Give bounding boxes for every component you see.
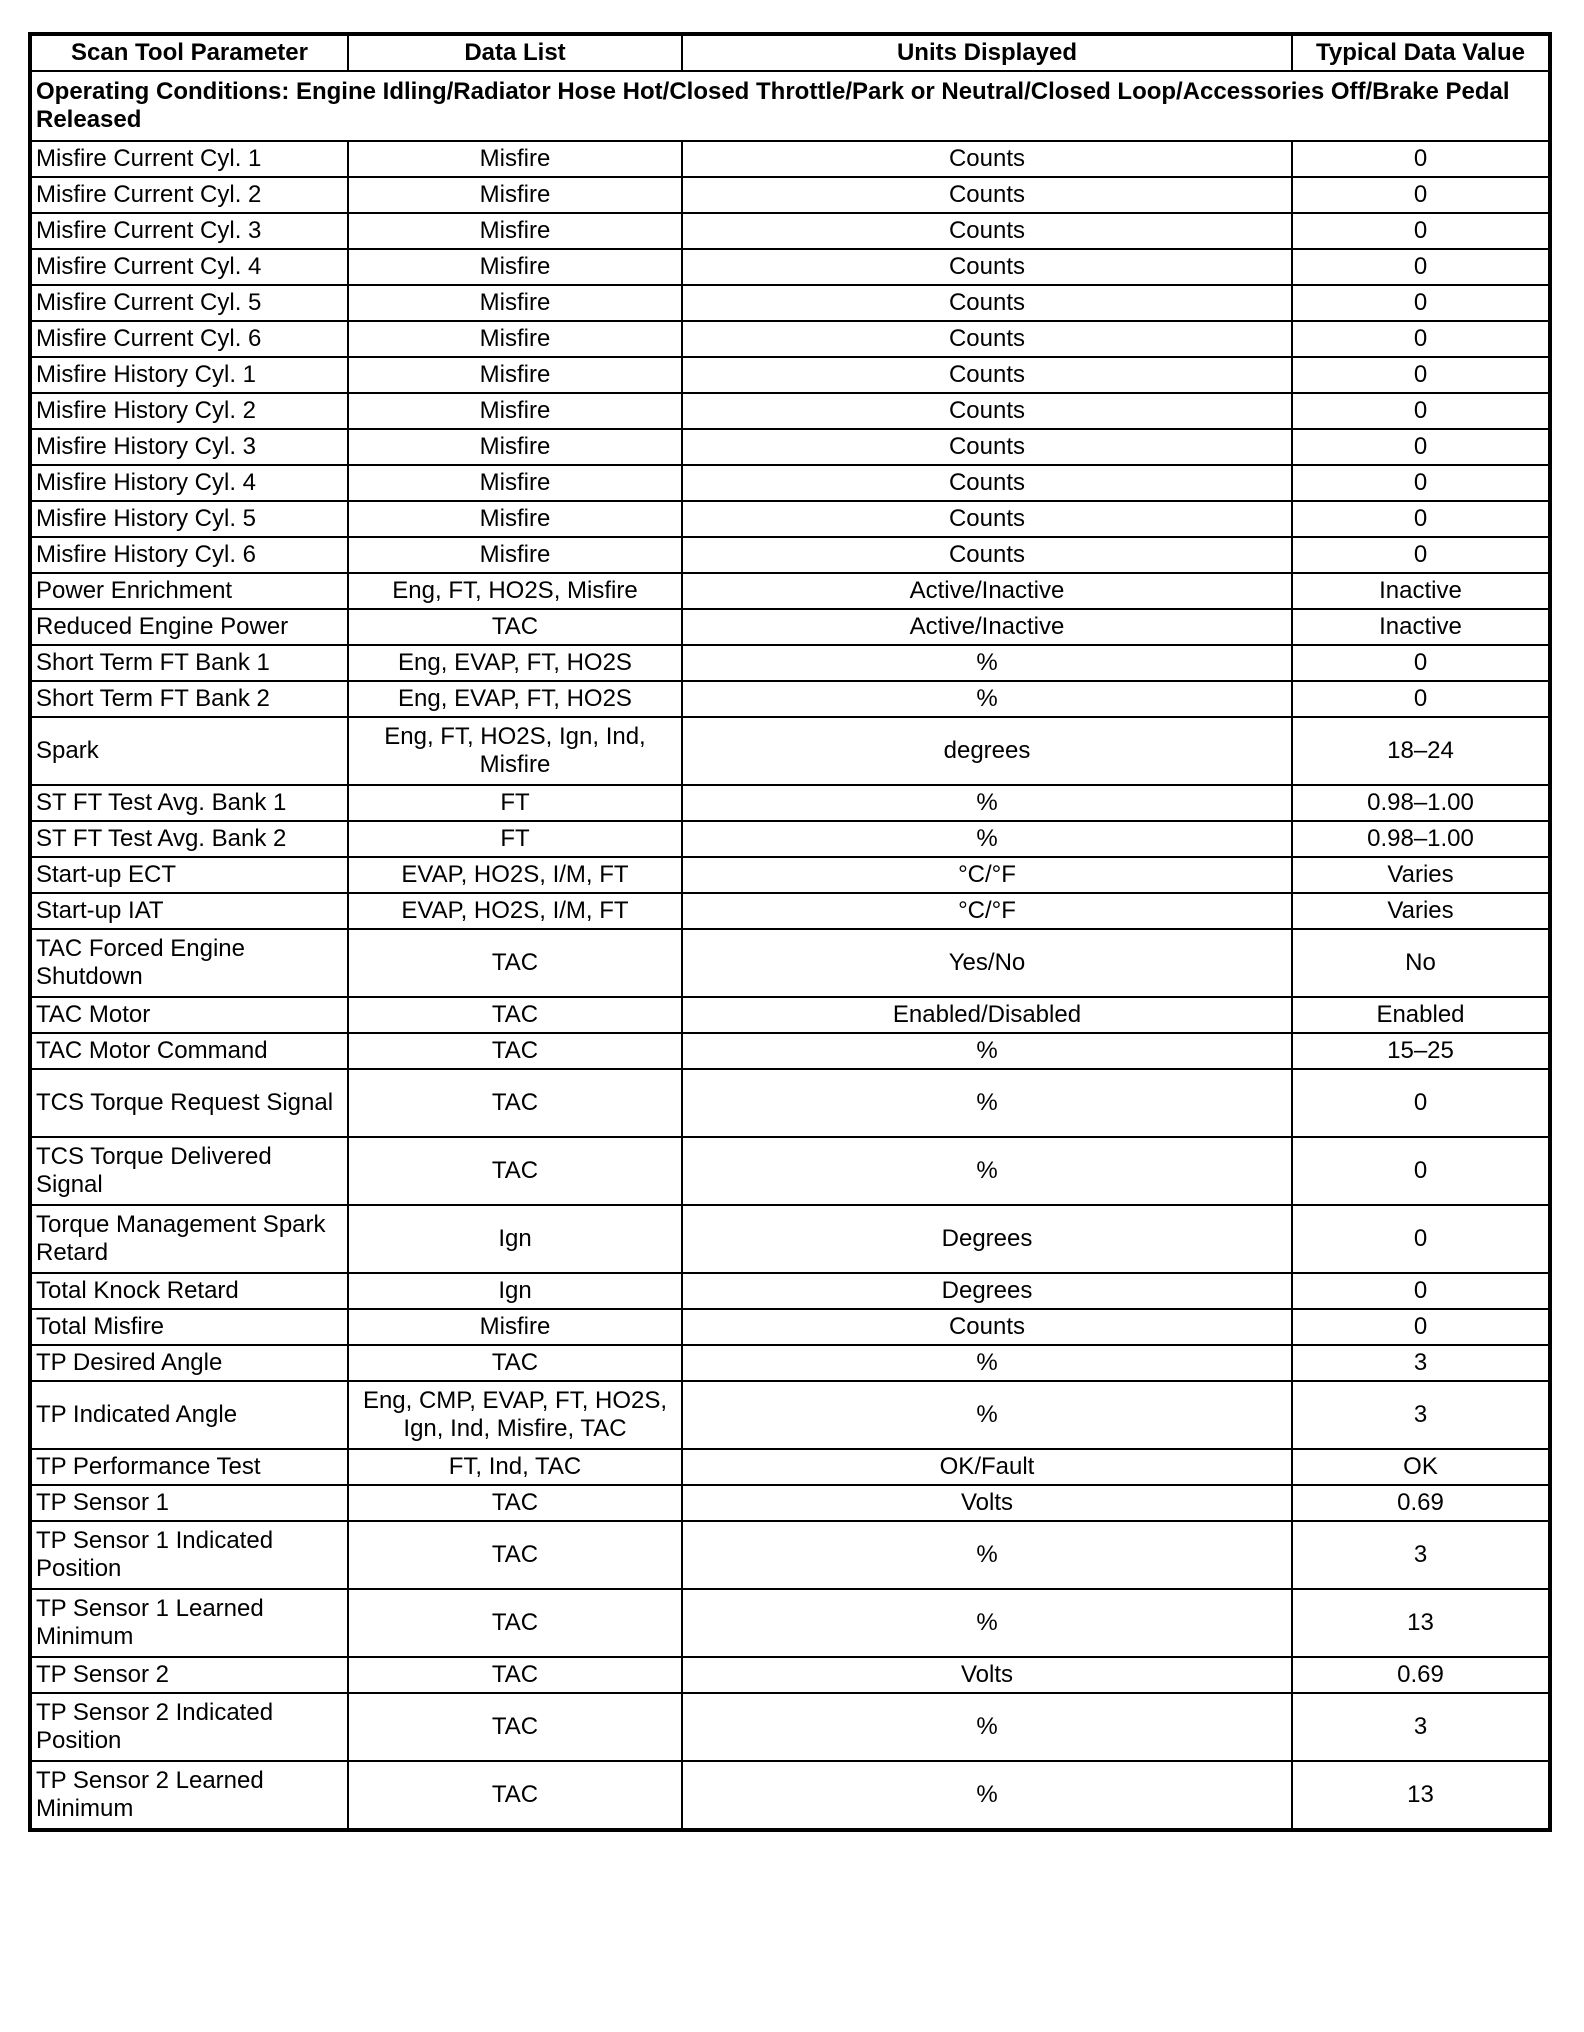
parameter-cell: Misfire History Cyl. 5 (31, 501, 348, 537)
parameter-cell: Misfire Current Cyl. 5 (31, 285, 348, 321)
table-row (31, 537, 1549, 573)
parameter-cell: TP Sensor 1 Indicated Position (31, 1521, 348, 1589)
header-data-list: Data List (348, 35, 682, 71)
table-row (31, 1273, 1549, 1309)
units-cell: % (682, 1693, 1292, 1761)
typical-value-cell: 18–24 (1292, 717, 1549, 785)
data-list-cell: Eng, FT, HO2S, Misfire (348, 573, 682, 609)
typical-value-cell: 3 (1292, 1521, 1549, 1589)
table-row (31, 429, 1549, 465)
data-list-cell: Misfire (348, 501, 682, 537)
parameter-cell: TP Sensor 2 Learned Minimum (31, 1761, 348, 1829)
data-list-cell: TAC (348, 1693, 682, 1761)
typical-value-cell: 0.98–1.00 (1292, 821, 1549, 857)
parameter-cell: Short Term FT Bank 2 (31, 681, 348, 717)
typical-value-cell: 13 (1292, 1761, 1549, 1829)
typical-value-cell: Varies (1292, 857, 1549, 893)
parameter-cell: Misfire History Cyl. 3 (31, 429, 348, 465)
data-list-cell: TAC (348, 929, 682, 997)
typical-value-cell: 0 (1292, 1309, 1549, 1345)
header-units-displayed: Units Displayed (682, 35, 1292, 71)
table-row (31, 1381, 1549, 1449)
typical-value-cell: No (1292, 929, 1549, 997)
typical-value-cell: 0 (1292, 1273, 1549, 1309)
data-list-cell: FT (348, 821, 682, 857)
units-cell: % (682, 821, 1292, 857)
data-list-cell: Misfire (348, 213, 682, 249)
table-row (31, 1657, 1549, 1693)
typical-value-cell: 3 (1292, 1693, 1549, 1761)
table-row (31, 1345, 1549, 1381)
parameter-cell: Total Knock Retard (31, 1273, 348, 1309)
parameter-cell: Misfire Current Cyl. 2 (31, 177, 348, 213)
parameter-cell: TP Desired Angle (31, 1345, 348, 1381)
units-cell: Counts (682, 141, 1292, 177)
data-list-cell: Eng, CMP, EVAP, FT, HO2S, Ign, Ind, Misfire, TAC (348, 1381, 682, 1449)
parameter-cell: TP Sensor 1 (31, 1485, 348, 1521)
data-list-cell: EVAP, HO2S, I/M, FT (348, 857, 682, 893)
typical-value-cell: 0.69 (1292, 1657, 1549, 1693)
typical-value-cell: 0 (1292, 1205, 1549, 1273)
data-list-cell: Misfire (348, 429, 682, 465)
units-cell: % (682, 1589, 1292, 1657)
typical-value-cell: 0 (1292, 465, 1549, 501)
parameter-cell: Start-up IAT (31, 893, 348, 929)
units-cell: % (682, 1521, 1292, 1589)
data-list-cell: Eng, EVAP, FT, HO2S (348, 645, 682, 681)
table-row (31, 1589, 1549, 1657)
units-cell: Counts (682, 177, 1292, 213)
operating-conditions-row (31, 71, 1549, 141)
table-body (31, 71, 1549, 1829)
header-typical-data-value: Typical Data Value (1292, 35, 1549, 71)
table-row (31, 1137, 1549, 1205)
table-row (31, 321, 1549, 357)
units-cell: degrees (682, 717, 1292, 785)
data-list-cell: Misfire (348, 537, 682, 573)
parameter-cell: Power Enrichment (31, 573, 348, 609)
typical-value-cell: 0 (1292, 213, 1549, 249)
typical-value-cell: 0 (1292, 393, 1549, 429)
parameter-cell: Misfire History Cyl. 4 (31, 465, 348, 501)
units-cell: % (682, 1069, 1292, 1137)
units-cell: % (682, 1137, 1292, 1205)
table-row (31, 501, 1549, 537)
parameter-cell: Spark (31, 717, 348, 785)
parameter-cell: Misfire Current Cyl. 3 (31, 213, 348, 249)
units-cell: Volts (682, 1485, 1292, 1521)
table-row (31, 1309, 1549, 1345)
table-row (31, 213, 1549, 249)
typical-value-cell: 0 (1292, 501, 1549, 537)
units-cell: % (682, 681, 1292, 717)
units-cell: °C/°F (682, 857, 1292, 893)
typical-value-cell: 0 (1292, 645, 1549, 681)
typical-value-cell: Inactive (1292, 609, 1549, 645)
table-row (31, 573, 1549, 609)
units-cell: Degrees (682, 1205, 1292, 1273)
data-list-cell: Misfire (348, 249, 682, 285)
parameter-cell: Misfire History Cyl. 2 (31, 393, 348, 429)
data-list-cell: EVAP, HO2S, I/M, FT (348, 893, 682, 929)
parameter-cell: TP Sensor 2 (31, 1657, 348, 1693)
data-list-cell: Misfire (348, 465, 682, 501)
parameter-cell: TCS Torque Request Signal (31, 1069, 348, 1137)
parameter-cell: Total Misfire (31, 1309, 348, 1345)
parameter-cell: Start-up ECT (31, 857, 348, 893)
units-cell: % (682, 1033, 1292, 1069)
typical-value-cell: 0 (1292, 429, 1549, 465)
data-list-cell: Eng, FT, HO2S, Ign, Ind, Misfire (348, 717, 682, 785)
table-row (31, 141, 1549, 177)
units-cell: Counts (682, 393, 1292, 429)
table-row (31, 645, 1549, 681)
typical-value-cell: 0 (1292, 177, 1549, 213)
parameter-cell: TAC Forced Engine Shutdown (31, 929, 348, 997)
parameter-cell: Short Term FT Bank 1 (31, 645, 348, 681)
parameter-cell: Misfire Current Cyl. 4 (31, 249, 348, 285)
typical-value-cell: 3 (1292, 1345, 1549, 1381)
data-list-cell: TAC (348, 1345, 682, 1381)
table-row (31, 1033, 1549, 1069)
table-row (31, 249, 1549, 285)
data-list-cell: TAC (348, 1485, 682, 1521)
typical-value-cell: 0.69 (1292, 1485, 1549, 1521)
units-cell: Counts (682, 249, 1292, 285)
data-list-cell: Misfire (348, 177, 682, 213)
table-row (31, 1693, 1549, 1761)
header-row (31, 35, 1549, 71)
parameter-cell: Misfire History Cyl. 1 (31, 357, 348, 393)
table-row (31, 893, 1549, 929)
parameter-cell: Misfire History Cyl. 6 (31, 537, 348, 573)
typical-value-cell: Enabled (1292, 997, 1549, 1033)
table-row (31, 465, 1549, 501)
units-cell: % (682, 645, 1292, 681)
units-cell: Counts (682, 213, 1292, 249)
typical-value-cell: Varies (1292, 893, 1549, 929)
table-row (31, 1449, 1549, 1485)
units-cell: Enabled/Disabled (682, 997, 1292, 1033)
typical-value-cell: 0 (1292, 537, 1549, 573)
header-scan-tool-parameter: Scan Tool Parameter (31, 35, 348, 71)
data-list-cell: TAC (348, 1033, 682, 1069)
parameter-cell: Reduced Engine Power (31, 609, 348, 645)
data-list-cell: FT, Ind, TAC (348, 1449, 682, 1485)
typical-value-cell: 0 (1292, 1137, 1549, 1205)
table-row (31, 821, 1549, 857)
units-cell: Counts (682, 321, 1292, 357)
table-row (31, 929, 1549, 997)
data-list-cell: Misfire (348, 285, 682, 321)
parameter-cell: Misfire Current Cyl. 6 (31, 321, 348, 357)
units-cell: Counts (682, 501, 1292, 537)
data-list-cell: Misfire (348, 357, 682, 393)
units-cell: Counts (682, 465, 1292, 501)
units-cell: % (682, 1345, 1292, 1381)
parameter-cell: Misfire Current Cyl. 1 (31, 141, 348, 177)
units-cell: Yes/No (682, 929, 1292, 997)
parameter-cell: ST FT Test Avg. Bank 1 (31, 785, 348, 821)
units-cell: Volts (682, 1657, 1292, 1693)
table-row (31, 1205, 1549, 1273)
data-list-cell: TAC (348, 1521, 682, 1589)
typical-value-cell: Inactive (1292, 573, 1549, 609)
units-cell: Counts (682, 537, 1292, 573)
units-cell: OK/Fault (682, 1449, 1292, 1485)
units-cell: Counts (682, 357, 1292, 393)
typical-value-cell: 0 (1292, 1069, 1549, 1137)
table-row (31, 681, 1549, 717)
data-list-cell: Eng, EVAP, FT, HO2S (348, 681, 682, 717)
parameter-cell: TP Indicated Angle (31, 1381, 348, 1449)
units-cell: % (682, 785, 1292, 821)
units-cell: Active/Inactive (682, 573, 1292, 609)
data-list-cell: Misfire (348, 1309, 682, 1345)
table-row (31, 997, 1549, 1033)
parameter-cell: Torque Management Spark Retard (31, 1205, 348, 1273)
data-list-cell: TAC (348, 997, 682, 1033)
table-row (31, 785, 1549, 821)
typical-value-cell: 0 (1292, 285, 1549, 321)
units-cell: Counts (682, 285, 1292, 321)
parameter-cell: TAC Motor (31, 997, 348, 1033)
parameter-cell: TP Performance Test (31, 1449, 348, 1485)
table-row (31, 393, 1549, 429)
parameter-cell: TAC Motor Command (31, 1033, 348, 1069)
parameter-cell: ST FT Test Avg. Bank 2 (31, 821, 348, 857)
scan-tool-data-table (28, 32, 1552, 1832)
data-list-cell: TAC (348, 1137, 682, 1205)
units-cell: °C/°F (682, 893, 1292, 929)
table-row (31, 717, 1549, 785)
data-list-cell: Misfire (348, 141, 682, 177)
typical-value-cell: 0 (1292, 321, 1549, 357)
parameter-cell: TP Sensor 2 Indicated Position (31, 1693, 348, 1761)
table-row (31, 1761, 1549, 1829)
data-list-cell: TAC (348, 1069, 682, 1137)
parameter-cell: TCS Torque Delivered Signal (31, 1137, 348, 1205)
table-row (31, 285, 1549, 321)
table-row (31, 857, 1549, 893)
data-list-cell: Misfire (348, 393, 682, 429)
units-cell: % (682, 1381, 1292, 1449)
table-row (31, 609, 1549, 645)
units-cell: Degrees (682, 1273, 1292, 1309)
typical-value-cell: 3 (1292, 1381, 1549, 1449)
typical-value-cell: OK (1292, 1449, 1549, 1485)
units-cell: % (682, 1761, 1292, 1829)
typical-value-cell: 0.98–1.00 (1292, 785, 1549, 821)
table-row (31, 1521, 1549, 1589)
typical-value-cell: 0 (1292, 141, 1549, 177)
data-list-cell: Misfire (348, 321, 682, 357)
table-row (31, 1485, 1549, 1521)
data-list-cell: TAC (348, 1761, 682, 1829)
units-cell: Active/Inactive (682, 609, 1292, 645)
typical-value-cell: 0 (1292, 249, 1549, 285)
units-cell: Counts (682, 1309, 1292, 1345)
data-list-cell: Ign (348, 1273, 682, 1309)
data-list-cell: Ign (348, 1205, 682, 1273)
typical-value-cell: 0 (1292, 357, 1549, 393)
typical-value-cell: 0 (1292, 681, 1549, 717)
table-row (31, 177, 1549, 213)
typical-value-cell: 13 (1292, 1589, 1549, 1657)
table-row (31, 1069, 1549, 1137)
operating-conditions: Operating Conditions: Engine Idling/Radiator Hose Hot/Closed Throttle/Park or Neutral/Closed Loop/Accessories Off/Brake Pedal Released (31, 71, 1549, 141)
data-list-cell: TAC (348, 609, 682, 645)
data-list-cell: TAC (348, 1589, 682, 1657)
data-list-cell: FT (348, 785, 682, 821)
data-list-cell: TAC (348, 1657, 682, 1693)
parameter-cell: TP Sensor 1 Learned Minimum (31, 1589, 348, 1657)
units-cell: Counts (682, 429, 1292, 465)
table-row (31, 357, 1549, 393)
typical-value-cell: 15–25 (1292, 1033, 1549, 1069)
